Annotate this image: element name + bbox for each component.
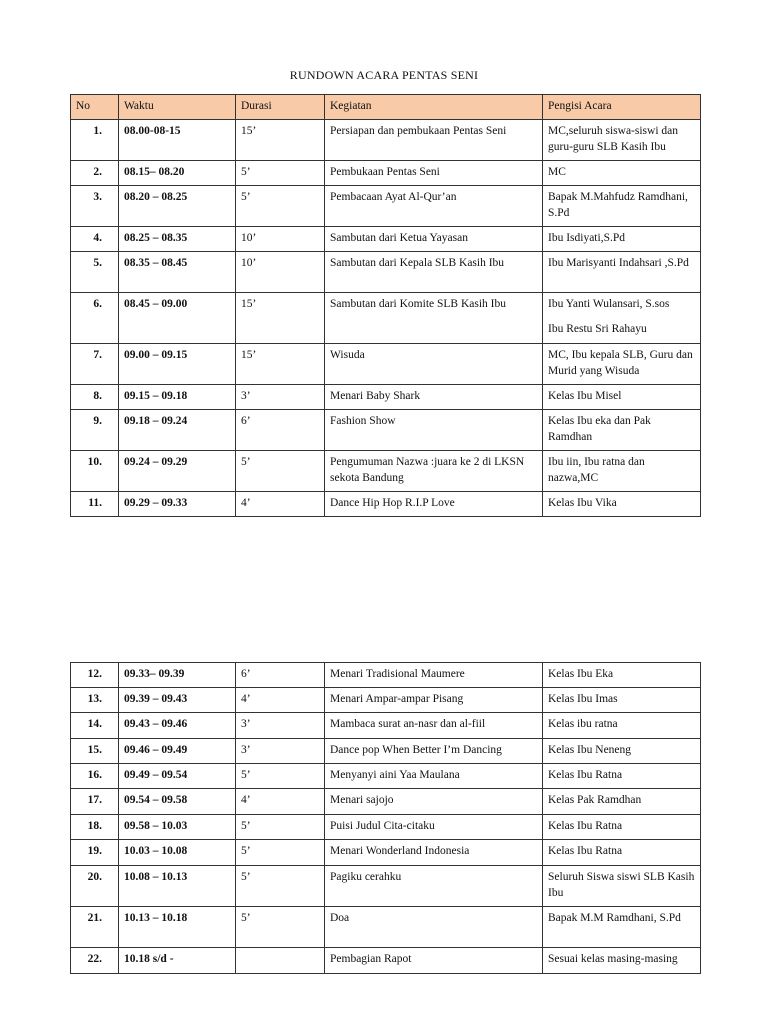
table-row [71,252,701,293]
row-kegiatan-text: Pembukaan Pentas Seni [330,166,440,178]
row-no-text: 17. [87,794,102,806]
row-pengisi-acara [543,410,701,451]
row-no [71,161,119,186]
row-durasi [236,840,325,866]
row-waktu [119,385,236,410]
row-waktu [119,866,236,907]
table-row [71,385,701,410]
row-no [71,227,119,252]
row-kegiatan [325,713,543,739]
row-no-text: 16. [87,769,102,781]
row-no [71,739,119,764]
row-no-text: 8. [93,390,102,402]
table-row [71,227,701,252]
row-durasi-text: 4’ [241,497,251,509]
row-durasi [236,688,325,713]
row-no-text: 10. [87,456,102,468]
table-row [71,451,701,492]
row-no [71,764,119,789]
row-kegiatan [325,948,543,974]
row-no [71,344,119,385]
row-kegiatan [325,663,543,688]
row-pengisi-acara-text: Ibu Marisyanti Indahsari ,S.Pd [548,257,689,269]
row-kegiatan [325,186,543,227]
row-durasi-text: 5’ [241,166,251,178]
row-durasi-text: 15’ [241,125,257,137]
row-pengisi-acara-text: Ibu iin, Ibu ratna dan nazwa,MC [548,456,645,484]
table-row [71,410,701,451]
row-kegiatan [325,492,543,517]
row-pengisi-acara-text: Kelas Ibu Eka [548,668,614,680]
table-row [71,293,701,344]
row-waktu-text: 09.29 – 09.33 [124,497,188,509]
row-waktu-text: 09.33– 09.39 [124,668,185,680]
row-durasi [236,385,325,410]
row-pengisi-acara-text: Bapak M.M Ramdhani, S.Pd [548,912,681,924]
row-no-text: 9. [93,415,102,427]
row-waktu [119,410,236,451]
row-kegiatan-text: Menari sajojo [330,794,394,806]
row-kegiatan-text: Dance pop When Better I’m Dancing [330,744,502,756]
row-kegiatan [325,739,543,764]
row-pengisi-acara [543,186,701,227]
row-durasi-text: 5’ [241,769,251,781]
row-durasi [236,663,325,688]
row-no-text: 13. [87,693,102,705]
row-durasi [236,739,325,764]
row-waktu [119,688,236,713]
row-no [71,492,119,517]
row-waktu [119,293,236,344]
row-kegiatan-text: Wisuda [330,349,365,361]
row-no-text: 22. [87,953,102,965]
row-durasi-text: 4’ [241,794,251,806]
row-kegiatan-text: Fashion Show [330,415,396,427]
row-waktu-text: 09.15 – 09.18 [124,390,188,402]
row-no [71,120,119,161]
row-pengisi-acara [543,815,701,840]
row-kegiatan [325,161,543,186]
row-waktu [119,739,236,764]
row-kegiatan [325,840,543,866]
row-no-text: 18. [87,820,102,832]
row-pengisi-acara-text: Seluruh Siswa siswi SLB Kasih Ibu [548,871,695,899]
row-durasi-text: 5’ [241,456,251,468]
row-kegiatan-text: Mambaca surat an-nasr dan al-fiil [330,718,486,730]
row-kegiatan [325,451,543,492]
row-durasi [236,866,325,907]
row-pengisi-acara-text: Kelas Ibu Misel [548,390,622,402]
row-kegiatan [325,120,543,161]
row-waktu-text: 08.15– 08.20 [124,166,185,178]
row-pengisi-acara [543,451,701,492]
row-waktu-text: 08.20 – 08.25 [124,191,188,203]
row-durasi [236,120,325,161]
table-row [71,663,701,688]
row-kegiatan [325,227,543,252]
row-waktu-text: 10.18 s/d - [124,953,174,965]
row-durasi [236,907,325,948]
row-kegiatan-text: Sambutan dari Komite SLB Kasih Ibu [330,298,506,310]
row-durasi [236,186,325,227]
row-no-text: 1. [93,125,102,137]
row-kegiatan [325,293,543,344]
row-durasi [236,451,325,492]
row-no [71,789,119,815]
rundown-table-part-1 [70,94,701,517]
row-no [71,385,119,410]
row-durasi [236,764,325,789]
header-kegiatan: Kegiatan [325,95,543,120]
header-waktu: Waktu [119,95,236,120]
row-kegiatan [325,410,543,451]
row-no-text: 5. [93,257,102,269]
row-waktu-text: 08.35 – 08.45 [124,257,188,269]
row-durasi-text: 6’ [241,668,251,680]
row-waktu [119,161,236,186]
row-kegiatan-text: Persiapan dan pembukaan Pentas Seni [330,125,507,137]
row-kegiatan-text: Pengumuman Nazwa :juara ke 2 di LKSN sekota Bandung [330,456,525,484]
row-waktu [119,120,236,161]
row-pengisi-acara [543,948,701,974]
row-kegiatan-text: Sambutan dari Kepala SLB Kasih Ibu [330,257,505,269]
row-kegiatan [325,688,543,713]
table-row [71,492,701,517]
row-kegiatan-text: Pembagian Rapot [330,953,412,965]
row-durasi-text: 3’ [241,390,251,402]
row-pengisi-acara [543,764,701,789]
header-no: No [71,95,119,120]
table-row [71,789,701,815]
row-durasi [236,227,325,252]
row-pengisi-acara [543,866,701,907]
row-kegiatan-text: Menari Ampar-ampar Pisang [330,693,464,705]
row-no [71,186,119,227]
row-waktu-text: 08.00-08-15 [124,125,181,137]
row-waktu-text: 08.25 – 08.35 [124,232,188,244]
row-pengisi-acara [543,907,701,948]
row-pengisi-acara [543,120,701,161]
row-pengisi-acara [543,789,701,815]
row-durasi-text: 5’ [241,845,251,857]
row-pengisi-acara-text: Sesuai kelas masing-masing [548,953,678,965]
row-kegiatan-text: Puisi Judul Cita-citaku [330,820,435,832]
row-pengisi-acara-text-2: Ibu Restu Sri Rahayu [548,323,647,335]
row-kegiatan-text: Pembacaan Ayat Al-Qur’an [330,191,457,203]
row-durasi [236,252,325,293]
row-pengisi-acara-text: MC,seluruh siswa-siswi dan guru-guru SLB Kasih Ibu [548,125,679,153]
row-kegiatan [325,252,543,293]
row-durasi [236,161,325,186]
row-no [71,688,119,713]
row-waktu-text: 09.46 – 09.49 [124,744,188,756]
row-durasi-text: 10’ [241,232,257,244]
row-waktu-text: 08.45 – 09.00 [124,298,188,310]
row-durasi-text: 6’ [241,415,251,427]
row-kegiatan-text: Menyanyi aini Yaa Maulana [330,769,460,781]
table-row [71,713,701,739]
row-waktu-text: 09.18 – 09.24 [124,415,188,427]
row-pengisi-acara-text: Kelas ibu ratna [548,718,618,730]
table-row [71,739,701,764]
row-waktu [119,840,236,866]
row-pengisi-acara [543,293,701,344]
table-row [71,948,701,974]
row-pengisi-acara-text: Kelas Ibu eka dan Pak Ramdhan [548,415,651,443]
row-no-text: 20. [87,871,102,883]
row-no-text: 12. [87,668,102,680]
table-header-row [71,95,701,120]
row-kegiatan-text: Menari Baby Shark [330,390,421,402]
row-waktu-text: 10.08 – 10.13 [124,871,188,883]
row-pengisi-acara-text: Kelas Ibu Neneng [548,744,632,756]
row-no [71,948,119,974]
row-no [71,713,119,739]
row-waktu [119,186,236,227]
row-kegiatan-text: Sambutan dari Ketua Yayasan [330,232,468,244]
row-waktu-text: 09.49 – 09.54 [124,769,188,781]
row-no [71,840,119,866]
row-pengisi-acara [543,713,701,739]
row-pengisi-acara-text: Kelas Ibu Ratna [548,769,623,781]
header-durasi: Durasi [236,95,325,120]
row-pengisi-acara [543,385,701,410]
row-pengisi-acara-text: Ibu Yanti Wulansari, S.sos [548,298,670,310]
row-pengisi-acara-text: Kelas Ibu Imas [548,693,618,705]
row-pengisi-acara [543,252,701,293]
row-durasi [236,492,325,517]
row-waktu-text: 09.24 – 09.29 [124,456,188,468]
row-kegiatan [325,344,543,385]
table-row [71,186,701,227]
row-waktu [119,713,236,739]
row-pengisi-acara [543,739,701,764]
row-durasi-text: 15’ [241,298,257,310]
row-waktu [119,789,236,815]
row-pengisi-acara [543,227,701,252]
row-durasi [236,789,325,815]
row-durasi [236,410,325,451]
row-pengisi-acara [543,840,701,866]
row-kegiatan-text: Pagiku cerahku [330,871,402,883]
row-durasi-text: 5’ [241,871,251,883]
row-no [71,293,119,344]
row-no [71,451,119,492]
row-waktu [119,907,236,948]
row-pengisi-acara-text: Kelas Pak Ramdhan [548,794,642,806]
row-pengisi-acara-text: Bapak M.Mahfudz Ramdhani, S.Pd [548,191,688,219]
table-row [71,907,701,948]
row-kegiatan [325,866,543,907]
row-kegiatan-text: Dance Hip Hop R.I.P Love [330,497,455,509]
row-durasi-text: 4’ [241,693,251,705]
row-kegiatan [325,385,543,410]
row-no-text: 21. [87,912,102,924]
row-pengisi-acara [543,344,701,385]
row-kegiatan [325,907,543,948]
row-no-text: 7. [93,349,102,361]
row-no-text: 6. [93,298,102,310]
row-durasi-text: 5’ [241,191,251,203]
header-pengisi-acara: Pengisi Acara [543,95,701,120]
row-pengisi-acara-text: Kelas Ibu Ratna [548,845,623,857]
row-waktu-text: 09.39 – 09.43 [124,693,188,705]
row-waktu [119,451,236,492]
row-pengisi-acara [543,161,701,186]
row-durasi-text: 10’ [241,257,257,269]
row-kegiatan-text: Doa [330,912,350,924]
table-row [71,866,701,907]
row-kegiatan [325,764,543,789]
row-no-text: 14. [87,718,102,730]
row-durasi [236,948,325,974]
document-title: RUNDOWN ACARA PENTAS SENI [289,68,479,82]
row-pengisi-acara-text: Ibu Isdiyati,S.Pd [548,232,625,244]
row-waktu [119,252,236,293]
row-kegiatan-text: Menari Wonderland Indonesia [330,845,470,857]
row-durasi-text: 3’ [241,744,251,756]
row-waktu-text: 09.00 – 09.15 [124,349,188,361]
row-durasi [236,713,325,739]
row-pengisi-acara-text: MC [548,166,566,178]
table-row [71,688,701,713]
row-durasi [236,293,325,344]
row-durasi [236,344,325,385]
row-waktu-text: 09.54 – 09.58 [124,794,188,806]
row-durasi-text: 5’ [241,912,251,924]
table-row [71,344,701,385]
row-no-text: 15. [87,744,102,756]
row-no-text: 4. [93,232,102,244]
table-row [71,815,701,840]
row-no [71,907,119,948]
row-waktu-text: 10.13 – 10.18 [124,912,188,924]
row-pengisi-acara [543,663,701,688]
row-waktu [119,815,236,840]
row-waktu [119,663,236,688]
row-waktu [119,948,236,974]
row-no [71,410,119,451]
row-waktu-text: 10.03 – 10.08 [124,845,188,857]
row-no-text: 19. [87,845,102,857]
table-row [71,764,701,789]
row-waktu [119,764,236,789]
row-pengisi-acara-text: Kelas Ibu Vika [548,497,617,509]
row-kegiatan [325,789,543,815]
row-no [71,663,119,688]
row-no [71,866,119,907]
row-waktu-text: 09.58 – 10.03 [124,820,188,832]
row-waktu [119,227,236,252]
row-durasi-text: 5’ [241,820,251,832]
row-durasi-text: 15’ [241,349,257,361]
table-row [71,120,701,161]
row-kegiatan [325,815,543,840]
row-pengisi-acara-text: Kelas Ibu Ratna [548,820,623,832]
row-waktu-text: 09.43 – 09.46 [124,718,188,730]
row-no-text: 11. [88,497,102,509]
row-no [71,815,119,840]
row-no-text: 2. [93,166,102,178]
rundown-table-part-2 [70,662,701,974]
row-waktu [119,344,236,385]
row-durasi-text: 3’ [241,718,251,730]
row-pengisi-acara-text: MC, Ibu kepala SLB, Guru dan Murid yang Wisuda [548,349,693,377]
table-row [71,840,701,866]
table-row [71,161,701,186]
row-pengisi-acara [543,492,701,517]
row-durasi [236,815,325,840]
row-kegiatan-text: Menari Tradisional Maumere [330,668,465,680]
row-no [71,252,119,293]
row-pengisi-acara [543,688,701,713]
row-no-text: 3. [93,191,102,203]
row-waktu [119,492,236,517]
